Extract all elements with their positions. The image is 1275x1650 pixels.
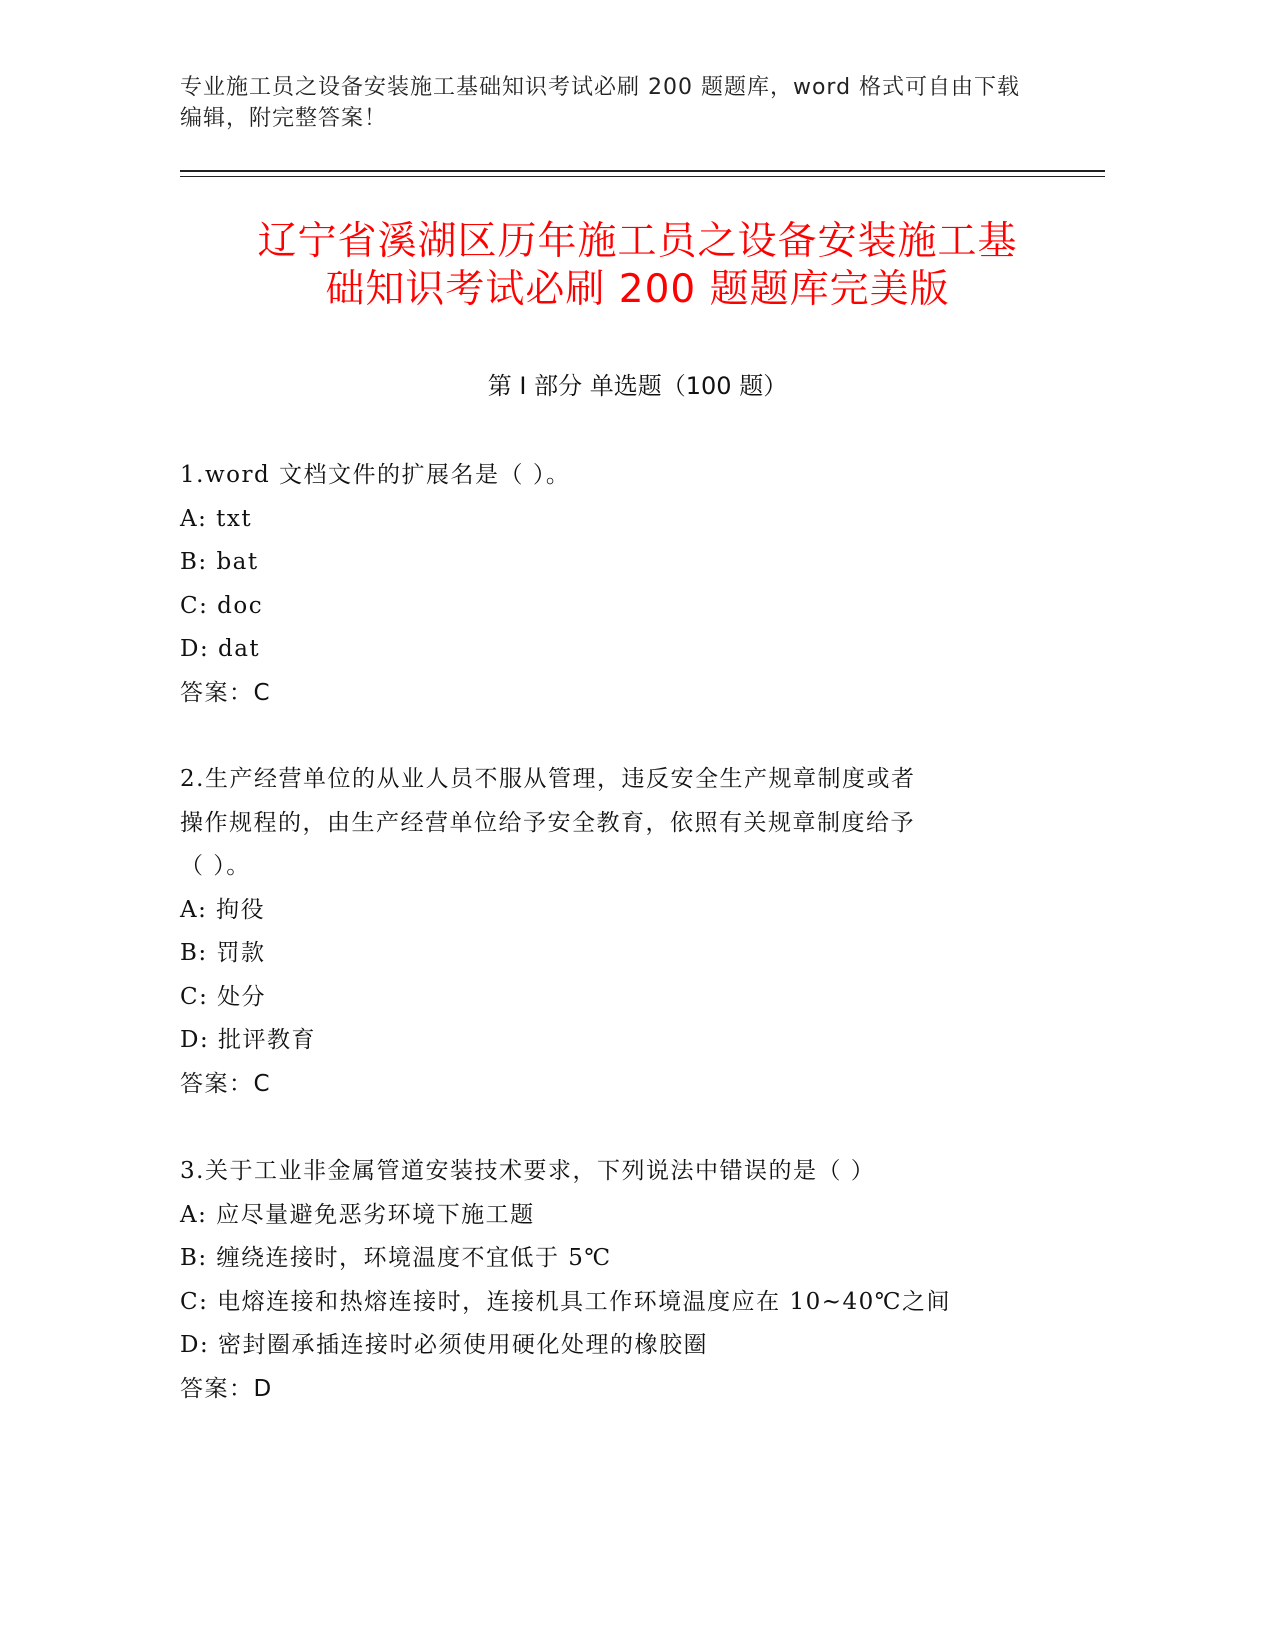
header-divider	[180, 170, 1105, 172]
header-divider	[180, 176, 1105, 177]
option-c: C: 电熔连接和热熔连接时，连接机具工作环境温度应在 10~40℃之间	[180, 1288, 952, 1315]
question-stem-line: （ ）。	[180, 853, 251, 879]
option-c: C: doc	[180, 592, 264, 619]
question-stem-line: 2.生产经营单位的从业人员不服从管理，违反安全生产规章制度或者	[180, 766, 916, 792]
option-d: D: 批评教育	[180, 1027, 317, 1053]
option-d: D: dat	[180, 636, 261, 662]
option-d: D: 密封圈承插连接时必须使用硬化处理的橡胶圈	[180, 1332, 709, 1358]
title-line: 础知识考试必刷 200 题题库完美版	[325, 267, 950, 312]
option-c: C: 处分	[180, 983, 267, 1010]
answer-label: 答案：C	[180, 679, 272, 706]
option-b: B: 罚款	[180, 940, 266, 966]
title-line: 辽宁省溪湖区历年施工员之设备安装施工基	[257, 219, 1018, 264]
option-b: B: bat	[180, 549, 259, 575]
option-b: B: 缠绕连接时，环境温度不宜低于 5℃	[180, 1245, 612, 1271]
question-stem: 1.word 文档文件的扩展名是（ ）。	[180, 462, 571, 488]
document-title	[150, 218, 1125, 314]
header-note-line: 专业施工员之设备安装施工基础知识考试必刷 200 题题库，word 格式可自由下载	[180, 75, 1021, 100]
question-1	[180, 454, 1060, 715]
question-2	[180, 758, 1060, 1106]
question-stem: 3.关于工业非金属管道安装技术要求，下列说法中错误的是（ ）	[180, 1158, 876, 1184]
option-a: A: 拘役	[180, 896, 266, 923]
answer-label: 答案：C	[180, 1070, 272, 1097]
section-heading: 第 I 部分 单选题（100 题）	[487, 372, 788, 400]
option-a: A: 应尽量避免恶劣环境下施工题	[180, 1201, 535, 1228]
question-stem-line: 操作规程的，由生产经营单位给予安全教育，依照有关规章制度给予	[180, 809, 915, 836]
question-3	[180, 1150, 1060, 1411]
header-note	[180, 72, 1040, 134]
header-note-line: 编辑，附完整答案！	[180, 106, 388, 131]
option-a: A: txt	[180, 505, 253, 532]
answer-label: 答案：D	[180, 1375, 273, 1402]
